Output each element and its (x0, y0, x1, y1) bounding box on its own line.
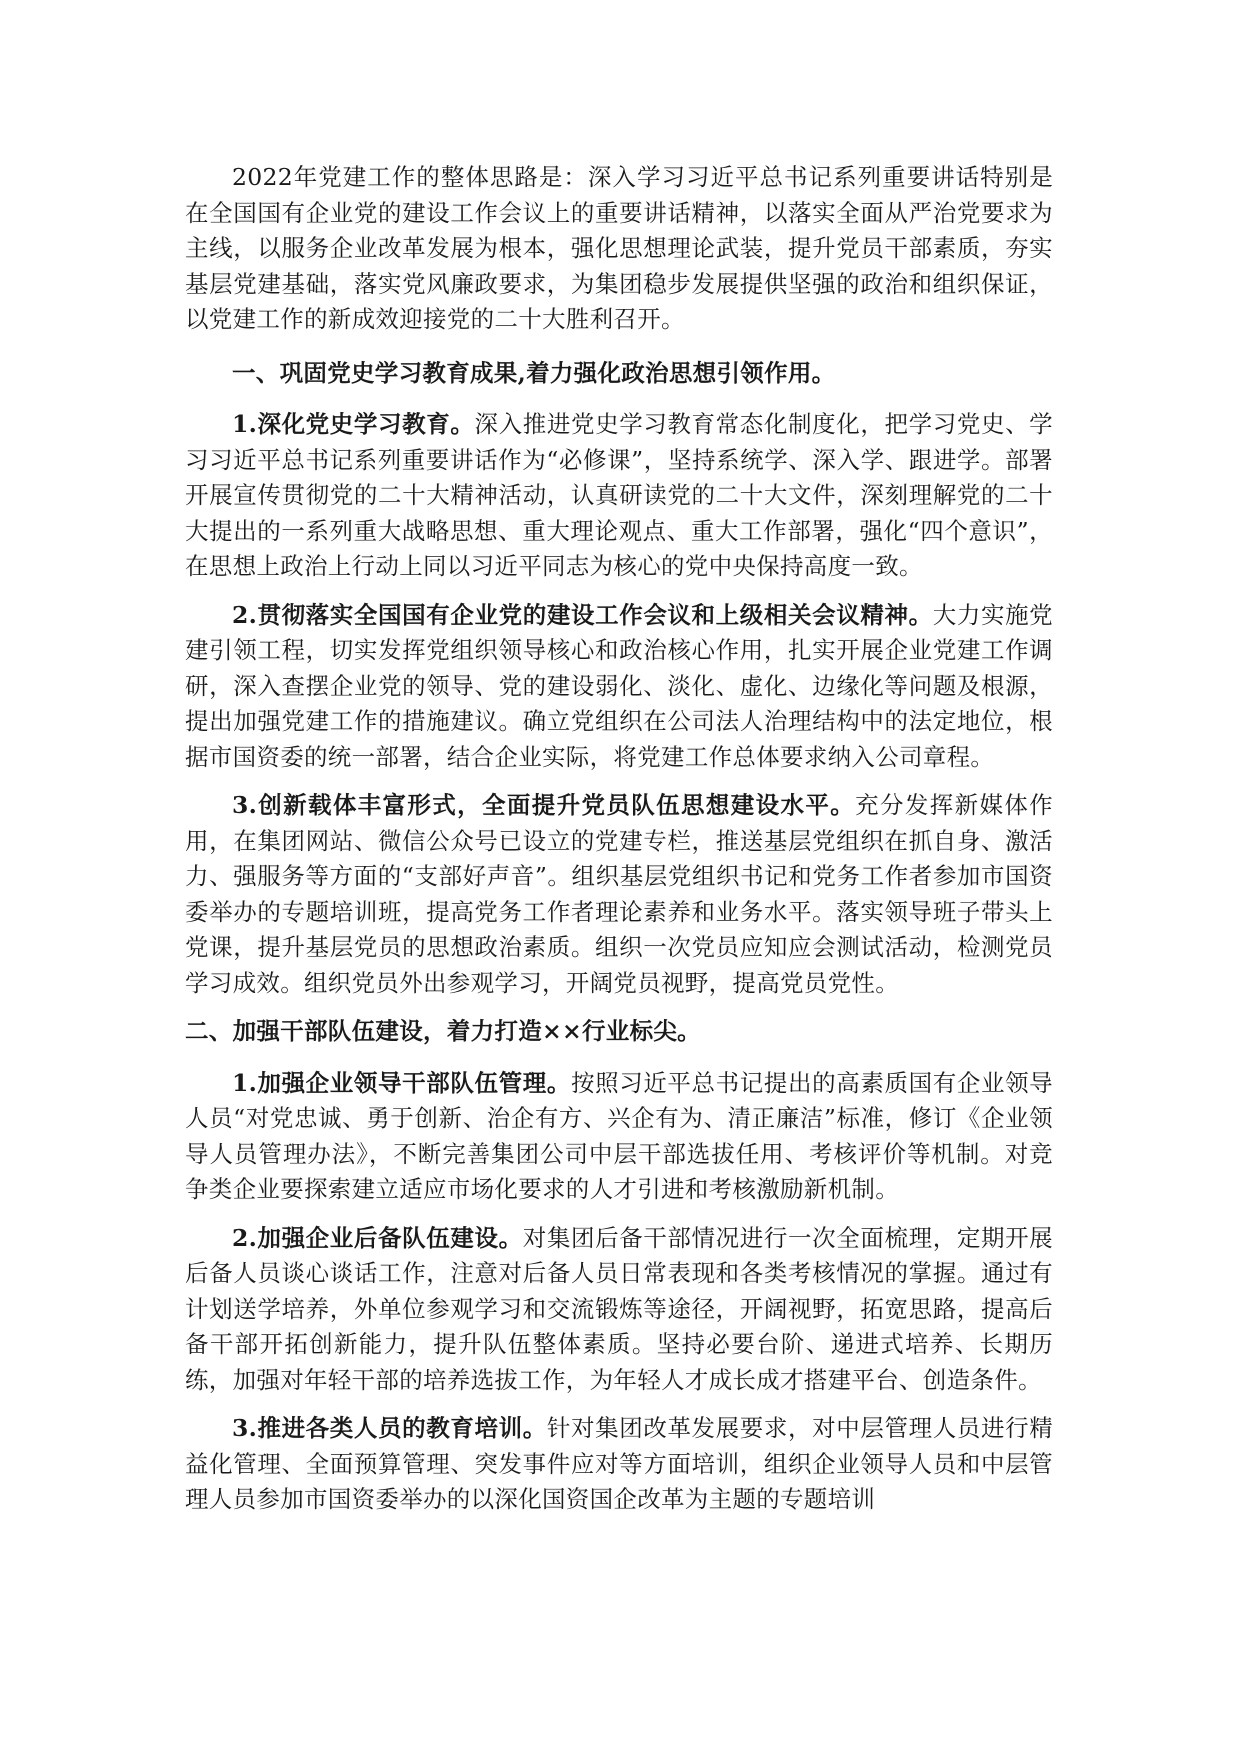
section-2-item-1-body: 按照习近平总书记提出的高素质国有企业领导人员“对党忠诚、勇于创新、治企有方、兴企有为、清正廉洁”标准，修订《企业领导人员管理办法》，不断完善集团公司中层干部选拔任用、考核评价等机制。对竞争类企业要探索建立适应市场化要求的人才引进和考核激励新机制。 (185, 1068, 1053, 1203)
section-1-item-3-body: 充分发挥新媒体作用，在集团网站、微信公众号已设立的党建专栏，推送基层党组织在抓自身、激活力、强服务等方面的“支部好声音”。组织基层党组织书记和党务工作者参加市国资委举办的专题培训班，提高党务工作者理论素养和业务水平。落实领导班子带头上党课，提升基层党员的思想政治素质。组织一次党员应知应会测试活动，检测党员学习成效。组织党员外出参观学习，开阔党员视野，提高党员党性。 (185, 791, 1053, 997)
section-2-item-2 (185, 1221, 1053, 1399)
section-1-item-2-lead: 2.贯彻落实全国国有企业党的建设工作会议和上级相关会议精神。 (232, 600, 933, 629)
section-2-item-2-body: 对集团后备干部情况进行一次全面梳理，定期开展后备人员谈心谈话工作，注意对后备人员日常表现和各类考核情况的掌握。通过有计划送学培养，外单位参观学习和交流锻炼等途径，开阔视野，拓宽思路，提高后备干部开拓创新能力，提升队伍整体素质。坚持必要台阶、递进式培养、长期历练，加强对年轻干部的培养选拔工作，为年轻人才成长成才搭建平台、创造条件。 (185, 1223, 1053, 1394)
section-1-item-1 (185, 407, 1053, 585)
section-1-item-2-body: 大力实施党建引领工程，切实发挥党组织领导核心和政治核心作用，扎实开展企业党建工作调研，深入查摆企业党的领导、党的建设弱化、淡化、虚化、边缘化等问题及根源，提出加强党建工作的措施建议。确立党组织在公司法人治理结构中的法定地位，根据市国资委的统一部署，结合企业实际，将党建工作总体要求纳入公司章程。 (185, 600, 1053, 771)
section-1-item-2 (185, 598, 1053, 776)
section-2-heading: 二、加强干部队伍建设，着力打造××行业标尖。 (185, 1017, 701, 1045)
section-2-item-3-body: 针对集团改革发展要求，对中层管理人员进行精益化管理、全面预算管理、突发事件应对等方面培训，组织企业领导人员和中层管理人员参加市国资委举办的以深化国资国企改革为主题的专题培训 (185, 1414, 1053, 1513)
document-page (185, 160, 1053, 1531)
intro-paragraph: 2022年党建工作的整体思路是：深入学习习近平总书记系列重要讲话特别是在全国国有企业党的建设工作会议上的重要讲话精神，以落实全面从严治党要求为主线，以服务企业改革发展为根本，强化思想理论武装，提升党员干部素质，夯实基层党建基础，落实党风廉政要求，为集团稳步发展提供坚强的政治和组织保证，以党建工作的新成效迎接党的二十大胜利召开。 (185, 163, 1053, 333)
section-2-item-3-lead: 3.推进各类人员的教育培训。 (232, 1414, 547, 1442)
section-2-item-1 (185, 1066, 1053, 1208)
section-1-heading: 一、巩固党史学习教育成果,着力强化政治思想引领作用。 (232, 358, 836, 387)
section-2-item-1-lead: 1.加强企业领导干部队伍管理。 (232, 1068, 571, 1097)
section-1-item-1-lead: 1.深化党史学习教育。 (232, 410, 475, 438)
section-1-item-3-lead: 3.创新载体丰富形式，全面提升党员队伍思想建设水平。 (232, 791, 856, 819)
section-1-item-3 (185, 788, 1053, 1001)
section-2-item-2-lead: 2.加强企业后备队伍建设。 (232, 1223, 523, 1252)
section-2-item-3 (185, 1411, 1053, 1518)
section-1-item-1-body: 深入推进党史学习教育常态化制度化，把学习党史、学习习近平总书记系列重要讲话作为“必修课”，坚持系统学、深入学、跟进学。部署开展宣传贯彻党的二十大精神活动，认真研读党的二十大文件，深刻理解党的二十大提出的一系列重大战略思想、重大理论观点、重大工作部署，强化“四个意识”，在思想上政治上行动上同以习近平同志为核心的党中央保持高度一致。 (185, 410, 1053, 580)
